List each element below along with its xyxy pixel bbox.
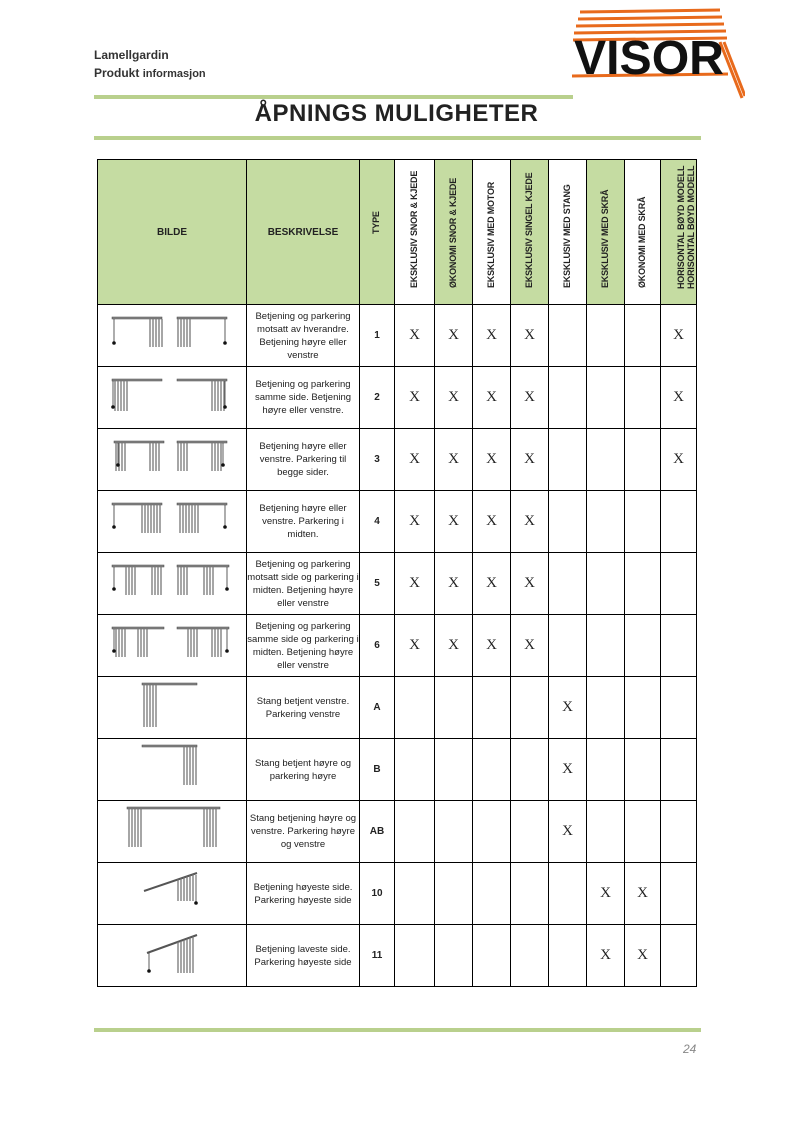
row-type: A xyxy=(360,677,395,739)
row-mark xyxy=(625,367,661,429)
table-row xyxy=(98,615,697,677)
col-header-bilde: BILDE xyxy=(98,160,247,305)
row-mark xyxy=(549,925,587,987)
row-mark xyxy=(661,491,697,553)
table-row xyxy=(98,863,697,925)
row-mark xyxy=(549,429,587,491)
row-image xyxy=(98,367,247,429)
row-mark: X xyxy=(511,615,549,677)
row-image xyxy=(98,863,247,925)
row-mark xyxy=(625,429,661,491)
table-row xyxy=(98,677,697,739)
row-mark xyxy=(473,801,511,863)
row-mark xyxy=(511,863,549,925)
row-mark: X xyxy=(435,615,473,677)
options-table xyxy=(97,159,697,987)
row-mark: X xyxy=(661,367,697,429)
doc-subtitle xyxy=(94,66,206,80)
stang-right-diagram xyxy=(102,739,242,795)
row-type: AB xyxy=(360,801,395,863)
same-middle-diagram xyxy=(102,615,242,671)
row-type: 10 xyxy=(360,863,395,925)
row-mark xyxy=(511,677,549,739)
row-mark: X xyxy=(549,801,587,863)
table-row xyxy=(98,801,697,863)
slope-low-diagram xyxy=(102,925,242,981)
row-mark xyxy=(511,739,549,801)
row-mark: X xyxy=(473,367,511,429)
row-mark: X xyxy=(435,491,473,553)
row-mark xyxy=(587,367,625,429)
row-mark xyxy=(587,615,625,677)
row-mark xyxy=(661,739,697,801)
row-mark: X xyxy=(625,925,661,987)
col-header-okonomi-snor: ØKONOMI SNOR & KJEDE xyxy=(435,160,473,305)
row-mark xyxy=(587,491,625,553)
col-header-stang: EKSKLUSIV MED STANG xyxy=(549,160,587,305)
row-mark: X xyxy=(395,305,435,367)
row-mark xyxy=(549,491,587,553)
row-mark xyxy=(395,863,435,925)
row-mark xyxy=(549,553,587,615)
row-mark xyxy=(435,925,473,987)
row-mark: X xyxy=(395,553,435,615)
row-mark: X xyxy=(435,305,473,367)
row-type: 6 xyxy=(360,615,395,677)
stang-both-diagram xyxy=(102,801,242,857)
row-mark: X xyxy=(587,863,625,925)
row-mark xyxy=(587,677,625,739)
row-mark xyxy=(661,863,697,925)
row-image xyxy=(98,925,247,987)
row-mark: X xyxy=(625,863,661,925)
row-mark xyxy=(587,553,625,615)
col-header-horisontal: HORISONTAL BØYD MODELL HORISONTAL BØYD MODELL xyxy=(661,160,697,305)
row-type: 11 xyxy=(360,925,395,987)
stang-left-diagram xyxy=(102,677,242,733)
row-mark xyxy=(395,801,435,863)
row-mark xyxy=(473,739,511,801)
row-mark xyxy=(395,925,435,987)
row-mark: X xyxy=(511,553,549,615)
row-description: Betjening laveste side. Parkering høyeste side xyxy=(247,925,360,987)
slope-high-diagram xyxy=(102,863,242,919)
row-image xyxy=(98,429,247,491)
row-image xyxy=(98,615,247,677)
row-mark xyxy=(661,553,697,615)
table-row xyxy=(98,553,697,615)
row-mark: X xyxy=(473,491,511,553)
row-mark xyxy=(661,925,697,987)
row-description: Betjening høyre eller venstre. Parkering til begge sider. xyxy=(247,429,360,491)
row-mark xyxy=(625,553,661,615)
park-both-sides-diagram xyxy=(102,429,242,485)
row-mark: X xyxy=(435,367,473,429)
title-rule xyxy=(94,136,701,140)
row-mark: X xyxy=(395,429,435,491)
table-row xyxy=(98,739,697,801)
row-mark: X xyxy=(473,305,511,367)
row-mark xyxy=(549,615,587,677)
row-description: Stang betjening høyre og venstre. Parkering høyre og venstre xyxy=(247,801,360,863)
row-mark xyxy=(435,677,473,739)
row-mark: X xyxy=(473,429,511,491)
row-mark xyxy=(549,863,587,925)
row-description: Betjening og parkering motsatt side og parkering i midten. Betjening høyre eller venstre xyxy=(247,553,360,615)
row-mark xyxy=(587,739,625,801)
row-description: Stang betjent venstre. Parkering venstre xyxy=(247,677,360,739)
row-mark: X xyxy=(549,677,587,739)
visor-logo xyxy=(570,6,745,104)
row-mark xyxy=(661,677,697,739)
row-mark xyxy=(549,367,587,429)
row-mark: X xyxy=(511,367,549,429)
row-mark xyxy=(549,305,587,367)
col-header-motor: EKSKLUSIV MED MOTOR xyxy=(473,160,511,305)
col-header-beskrivelse: BESKRIVELSE xyxy=(247,160,360,305)
row-type: 4 xyxy=(360,491,395,553)
row-description: Betjening og parkering motsatt av hverandre. Betjening høyre eller venstre xyxy=(247,305,360,367)
row-mark xyxy=(625,739,661,801)
row-mark: X xyxy=(435,553,473,615)
row-mark: X xyxy=(395,367,435,429)
table-row xyxy=(98,305,697,367)
col-header-eksklusiv-snor: EKSKLUSIV SNOR & KJEDE xyxy=(395,160,435,305)
row-type: 2 xyxy=(360,367,395,429)
footer-rule xyxy=(94,1028,701,1032)
row-mark xyxy=(587,429,625,491)
row-type: 5 xyxy=(360,553,395,615)
doc-subtitle-small: informasjon xyxy=(142,68,206,80)
row-description: Betjening høyeste side. Parkering høyeste side xyxy=(247,863,360,925)
row-mark xyxy=(435,801,473,863)
table-header-row xyxy=(98,160,697,305)
row-type: 1 xyxy=(360,305,395,367)
row-mark xyxy=(625,491,661,553)
row-image xyxy=(98,677,247,739)
table-row xyxy=(98,429,697,491)
doc-category: Lamellgardin xyxy=(94,48,169,62)
row-description: Stang betjent høyre og parkering høyre xyxy=(247,739,360,801)
row-mark xyxy=(435,863,473,925)
row-description: Betjening og parkering samme side. Betjening høyre eller venstre. xyxy=(247,367,360,429)
row-type: B xyxy=(360,739,395,801)
row-mark: X xyxy=(511,429,549,491)
row-mark: X xyxy=(473,615,511,677)
opposite-middle-diagram xyxy=(102,553,242,609)
row-mark xyxy=(435,739,473,801)
row-description: Betjening og parkering samme side og parkering i midten. Betjening høyre eller venstre xyxy=(247,615,360,677)
row-mark: X xyxy=(473,553,511,615)
col-header-okonomi-skra: ØKONOMI MED SKRÅ xyxy=(625,160,661,305)
row-image xyxy=(98,553,247,615)
table-row xyxy=(98,367,697,429)
page-number: 24 xyxy=(683,1042,697,1056)
row-mark xyxy=(625,677,661,739)
row-mark: X xyxy=(435,429,473,491)
header-rule xyxy=(94,95,573,99)
row-mark xyxy=(587,801,625,863)
col-header-singel-kjede: EKSKLUSIV SINGEL KJEDE xyxy=(511,160,549,305)
logo-text: VISOR xyxy=(574,32,724,85)
row-mark xyxy=(395,677,435,739)
row-mark xyxy=(661,615,697,677)
row-mark xyxy=(473,925,511,987)
row-mark xyxy=(587,305,625,367)
row-image xyxy=(98,739,247,801)
split-same-diagram xyxy=(102,367,242,423)
col-header-skra: EKSKLUSIV MED SKRÅ xyxy=(587,160,625,305)
row-mark: X xyxy=(661,305,697,367)
row-mark: X xyxy=(549,739,587,801)
row-mark xyxy=(661,801,697,863)
row-mark: X xyxy=(395,615,435,677)
row-mark xyxy=(395,739,435,801)
row-mark: X xyxy=(511,305,549,367)
row-image xyxy=(98,491,247,553)
row-mark: X xyxy=(395,491,435,553)
doc-subtitle-bold: Produkt xyxy=(94,66,140,80)
row-mark xyxy=(511,801,549,863)
page-title: ÅPNINGS MULIGHETER xyxy=(254,100,539,127)
table-row xyxy=(98,491,697,553)
row-image xyxy=(98,801,247,863)
row-mark xyxy=(511,925,549,987)
col-header-type: TYPE xyxy=(360,160,395,305)
row-mark xyxy=(625,615,661,677)
row-mark xyxy=(625,801,661,863)
row-mark xyxy=(625,305,661,367)
row-mark: X xyxy=(587,925,625,987)
park-middle-diagram xyxy=(102,491,242,547)
row-image xyxy=(98,305,247,367)
split-opposite-diagram xyxy=(102,305,242,361)
row-mark: X xyxy=(661,429,697,491)
table-row xyxy=(98,925,697,987)
row-mark xyxy=(473,677,511,739)
row-type: 3 xyxy=(360,429,395,491)
row-mark: X xyxy=(511,491,549,553)
row-description: Betjening høyre eller venstre. Parkering i midten. xyxy=(247,491,360,553)
row-mark xyxy=(473,863,511,925)
